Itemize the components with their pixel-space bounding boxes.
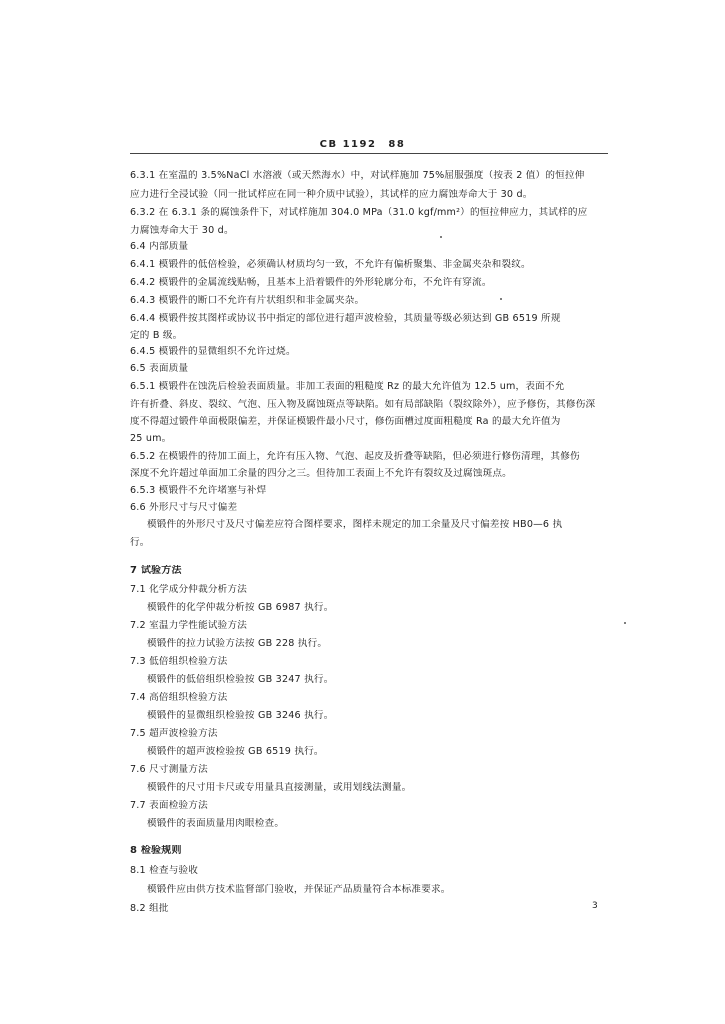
- clause-7-3: 模锻件的低倍组织检验按 GB 3247 执行。: [147, 674, 334, 685]
- heading-7-3: 7.3 低倍组织检验方法: [130, 656, 228, 667]
- clause-6-5-2-line-1: 6.5.2 在模锻件的待加工面上，允许有压入物、气泡、起皮及折叠等缺陷，但必须进行修伤清理，其修伤: [130, 451, 580, 462]
- clause-6-5-3: 6.5.3 模锻件不允许堵塞与补焊: [130, 485, 267, 496]
- clause-6-4-4-line-2: 定的 B 级。: [130, 330, 183, 341]
- clause-6-4-4-line-1: 6.4.4 模锻件按其图样或协议书中指定的部位进行超声波检验，其质量等级必须达到 GB 6519 所规: [130, 313, 561, 324]
- section-7-heading: 7 试验方法: [130, 565, 182, 576]
- header-rule: [130, 153, 608, 154]
- scan-speck: [500, 298, 502, 300]
- clause-7-4: 模锻件的显微组织检验按 GB 3246 执行。: [147, 710, 334, 721]
- clause-6-3-2-line-1: 6.3.2 在 6.3.1 条的腐蚀条件下，对试样施加 304.0 MPa（31.0 kgf/mm²）的恒拉伸应力，其试样的应: [130, 207, 588, 218]
- clause-6-4-2: 6.4.2 模锻件的金属流线贴畅，且基本上沿着锻件的外形轮廓分布，不允许有穿流。: [130, 277, 492, 288]
- clause-6-3-1-line-2: 应力进行全浸试验（同一批试样应在同一种介质中试验），其试样的应力腐蚀寿命大于 30 d。: [130, 189, 533, 200]
- heading-7-5: 7.5 超声波检验方法: [130, 728, 218, 739]
- clause-6-3-1-line-1: 6.3.1 在室温的 3.5%NaCl 水溶液（或天然海水）中，对试样施加 75%屈服强度（按表 2 值）的恒拉伸: [130, 170, 585, 181]
- clause-7-7: 模锻件的表面质量用肉眼检查。: [147, 818, 285, 829]
- heading-7-6: 7.6 尺寸测量方法: [130, 764, 208, 775]
- clause-6-5-1-line-2: 许有折叠、斜皮、裂纹、气泡、压入物及腐蚀斑点等缺陷。如有局部缺陷（裂纹除外），应予修伤，其修伤深: [130, 399, 596, 410]
- standard-code: CB 1192: [319, 139, 377, 150]
- scan-speck: [624, 622, 626, 624]
- clause-6-5-1-line-1: 6.5.1 模锻件在蚀洗后检验表面质量。非加工表面的粗糙度 Rz 的最大允许值为 12.5 um，表面不允: [130, 381, 565, 392]
- clause-6-5-1-line-4: 25 um。: [130, 433, 172, 444]
- clause-6-4-3: 6.4.3 模锻件的断口不允许有片状组织和非金属夹杂。: [130, 295, 365, 306]
- section-8-heading: 8 检验规则: [130, 845, 182, 856]
- heading-6-5: 6.5 表面质量: [130, 363, 189, 374]
- clause-6-6-line-2: 行。: [130, 537, 150, 548]
- heading-7-7: 7.7 表面检验方法: [130, 800, 208, 811]
- heading-7-2: 7.2 室温力学性能试验方法: [130, 620, 248, 631]
- clause-6-5-1-line-3: 度不得超过锻件单面极限偏差，并保证模锻件最小尺寸，修伤面槽过度面粗糙度 Ra 的最大允许值为: [130, 416, 561, 427]
- clause-7-6: 模锻件的尺寸用卡尺或专用量具直接测量，或用划线法测量。: [147, 782, 412, 793]
- clause-7-2: 模锻件的拉力试验方法按 GB 228 执行。: [147, 638, 328, 649]
- heading-7-4: 7.4 高倍组织检验方法: [130, 692, 228, 703]
- heading-8-1: 8.1 检查与验收: [130, 865, 199, 876]
- clause-6-3-2-line-2: 力腐蚀寿命大于 30 d。: [130, 225, 234, 236]
- clause-6-5-2-line-2: 深度不允许超过单面加工余量的四分之三。但待加工表面上不允许有裂纹及过腐蚀斑点。: [130, 468, 512, 479]
- standard-year: 88: [388, 139, 406, 150]
- heading-6-4: 6.4 内部质量: [130, 241, 189, 252]
- clause-6-6-line-1: 模锻件的外形尺寸及尺寸偏差应符合图样要求，图样未规定的加工余量及尺寸偏差按 HB0—6 执: [147, 519, 563, 530]
- clause-8-1: 模锻件应由供方技术监督部门验收，并保证产品质量符合本标准要求。: [147, 884, 451, 895]
- page-number: 3: [592, 901, 598, 911]
- page-header: [0, 139, 725, 150]
- heading-7-1: 7.1 化学成分仲裁分析方法: [130, 584, 248, 595]
- clause-6-4-1: 6.4.1 模锻件的低倍检验，必须确认材质均匀一致，不允许有偏析聚集、非金属夹杂和裂纹。: [130, 259, 531, 270]
- clause-7-5: 模锻件的超声波检验按 GB 6519 执行。: [147, 746, 324, 757]
- heading-6-6: 6.6 外形尺寸与尺寸偏差: [130, 502, 238, 513]
- clause-6-4-5: 6.4.5 模锻件的显微组织不允许过烧。: [130, 346, 296, 357]
- heading-8-2: 8.2 组批: [130, 903, 169, 914]
- scan-speck: [440, 236, 442, 238]
- clause-7-1: 模锻件的化学仲裁分析按 GB 6987 执行。: [147, 602, 334, 613]
